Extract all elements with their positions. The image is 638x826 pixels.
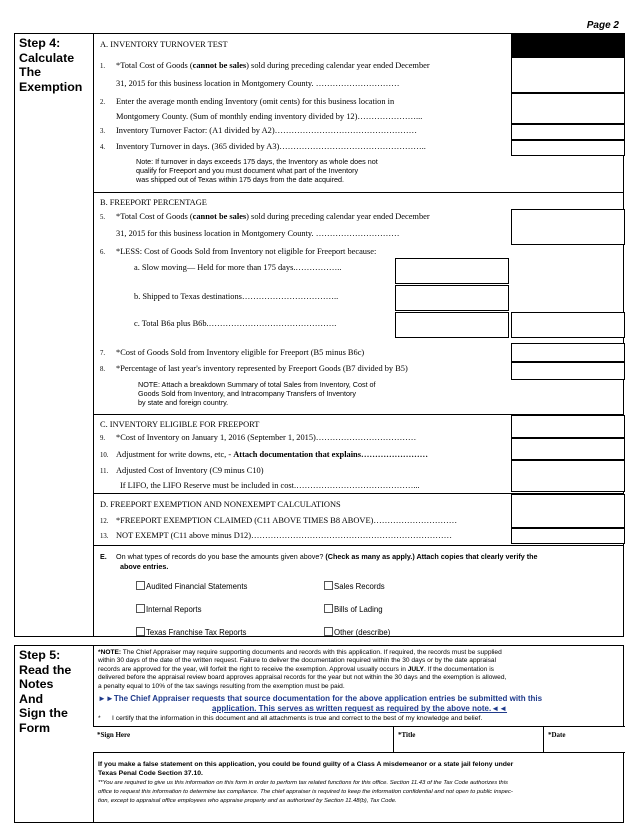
checkbox-icon[interactable] — [136, 627, 145, 636]
title-field[interactable] — [393, 726, 544, 753]
answer-c11-input[interactable] — [511, 460, 625, 492]
line-b6a-text: a. Slow moving— Held for more than 175 days.…………….. — [134, 263, 342, 272]
line-b5-text: *Total Cost of Goods (cannot be sales) sold during preceding calendar year ended December — [116, 212, 430, 221]
line-d13-text: NOT EXEMPT (C11 above minus D12)……………………………………………………………… — [116, 531, 453, 540]
line-b6-text: *LESS: Cost of Goods Sold from Inventory not eligible for Freeport because: — [116, 247, 377, 256]
answer-b6a-input[interactable] — [395, 258, 509, 284]
line-number: 10. — [100, 452, 109, 459]
checkbox-audited-financial[interactable]: Audited Financial Statements — [136, 581, 247, 591]
header-black-cell — [511, 33, 625, 57]
answer-c10-input[interactable] — [511, 438, 625, 460]
section-b-header: B. FREEPORT PERCENTAGE — [100, 198, 207, 207]
checkbox-icon[interactable] — [136, 604, 145, 613]
line-number: 7. — [100, 350, 106, 357]
step4-label — [14, 33, 93, 637]
line-number: 6. — [100, 249, 106, 256]
line-b5-text-cont: 31, 2015 for this business location in Montgomery County. ………………………… — [116, 229, 400, 238]
section-c-header: C. INVENTORY ELIGIBLE FOR FREEPORT — [100, 420, 260, 429]
signature-field[interactable] — [93, 726, 394, 753]
false-statement-warning-cont: Texas Penal Code Section 37.10. — [98, 770, 203, 777]
line-number: 11. — [100, 468, 109, 475]
answer-b6b-input[interactable] — [395, 285, 509, 311]
answer-a3-input[interactable] — [511, 124, 625, 140]
line-c11-text-cont: If LIFO, the LIFO Reserve must be included in cost.……………………………………... — [120, 481, 420, 490]
checkbox-icon[interactable] — [324, 627, 333, 636]
line-d12-text: *FREEPORT EXEMPTION CLAIMED (C11 ABOVE TIMES B8 ABOVE)………………………… — [116, 516, 458, 525]
certify-statement: I certify that the information in this document and all attachments is true and correct to the best of my knowledge and belief. — [112, 715, 483, 722]
line-a1-text: *Total Cost of Goods (cannot be sales) sold during preceding calendar year ended December — [116, 61, 430, 70]
line-b7-text: *Cost of Goods Sold from Inventory eligible for Freeport (B5 minus B6c) — [116, 348, 365, 357]
checkbox-texas-franchise[interactable]: Texas Franchise Tax Reports — [136, 627, 246, 637]
line-number: 8. — [100, 366, 106, 373]
line-c11-text: Adjusted Cost of Inventory (C9 minus C10) — [116, 466, 264, 475]
line-c10-text: Adjustment for write downs, etc, - Attach documentation that explains…………………… — [116, 450, 428, 459]
answer-a1-input[interactable] — [511, 57, 625, 93]
date-label: *Date — [548, 731, 566, 739]
step5-line: Form — [19, 720, 50, 735]
section-e-question: On what types of records do you base the amounts given above? (Check as many as apply.) Attach copies that clearly verify the — [116, 552, 538, 561]
step5-note: *NOTE: The Chief Appraiser may require supporting documents and records with this application. If required, the records must be supplied within 30 days of the date of the written request. Failure to deliver the documentation required within the 30 days or by the date appraisal records are approved for the year, will forfeit the right to receive the exemption. Approval usually occurs in JULY. If the documentation is delivered before the appraisal review board approves appraisal records for the year but not within the 30 days and the exemption is allowed, a penalty equal to 10% of the tax savings resulting from the exemption must be paid. — [98, 649, 507, 690]
checkbox-bills-of-lading[interactable]: Bills of Lading — [324, 604, 383, 614]
step4-line: Calculate — [19, 50, 75, 65]
line-a4-text: Inventory Turnover in days. (365 divided by A3)…………………………………………….. — [116, 142, 426, 151]
answer-a4-input[interactable] — [511, 140, 625, 156]
line-number: 2. — [100, 99, 106, 106]
privacy-notice-cont: office to request this information to determine tax compliance. The chief appraiser is required to keep the information confidential and not open to public inspec- — [98, 789, 513, 795]
page-label: Page 2 — [586, 20, 619, 31]
title-label: *Title — [398, 731, 416, 739]
checkbox-icon[interactable] — [136, 581, 145, 590]
divider — [94, 192, 623, 193]
privacy-notice-cont: tion, except to appraisal office employees who appraise property and as authorized by Section 11.48(b), Tax Code. — [98, 798, 397, 804]
answer-b6c-total-input[interactable] — [511, 312, 625, 338]
date-field[interactable] — [543, 726, 625, 753]
checkbox-other[interactable]: Other (describe) ___________________________________ — [324, 627, 544, 637]
line-a3-text: Inventory Turnover Factor: (A1 divided by A2)…………………………………………… — [116, 126, 418, 135]
step5-line: Sign the — [19, 706, 68, 720]
section-e-question-cont: above entries. — [120, 562, 169, 571]
checkbox-icon[interactable] — [324, 604, 333, 613]
line-number: 13. — [100, 533, 109, 540]
step4-line: Step 4: — [19, 36, 61, 50]
step5-line: Notes — [19, 677, 54, 691]
section-d-header: D. FREEPORT EXEMPTION AND NONEXEMPT CALCULATIONS — [100, 500, 341, 509]
line-a2-text: Enter the average month ending Inventory (omit cents) for this business location in — [116, 97, 395, 106]
line-b6c-text: c. Total B6a plus B6b.………………………………………. — [134, 319, 337, 328]
answer-b8-input[interactable] — [511, 362, 625, 380]
line-number: 9. — [100, 435, 106, 442]
answer-d12-input[interactable] — [511, 494, 625, 528]
step4-section — [93, 33, 624, 637]
line-number: 1. — [100, 63, 106, 70]
line-number: 3. — [100, 128, 106, 135]
certify-star: * — [98, 715, 101, 722]
answer-b7-input[interactable] — [511, 343, 625, 362]
step5-line: Read the — [19, 662, 72, 677]
section-a-note: Note: If turnover in days exceeds 175 days, the Inventory as whole does not qualify for Freeport and you must document what part of the Inventory was shipped out of Texas within 175 days from the date acquired. — [136, 157, 378, 184]
step4-line: The — [19, 65, 42, 79]
answer-c9-input[interactable] — [511, 415, 625, 438]
answer-d13-input[interactable] — [511, 528, 625, 544]
chief-appraiser-request: ►►The Chief Appraiser requests that source documentation for the above application entries be submitted with this — [98, 694, 543, 703]
chief-appraiser-request-cont: application. This serves as written request as required by the above note.◄◄ — [212, 704, 508, 713]
line-c9-text: *Cost of Inventory on January 1, 2016 (September 1, 2015)……………………………… — [116, 433, 417, 442]
false-statement-warning: If you make a false statement on this application, you could be found guilty of a Class A misdemeanor or a state jail felony under — [98, 761, 514, 768]
line-number: 5. — [100, 214, 106, 221]
step5-line: Step 5: — [19, 648, 61, 662]
line-number: 4. — [100, 144, 106, 151]
checkbox-sales-records[interactable]: Sales Records — [324, 581, 385, 591]
answer-a2-input[interactable] — [511, 93, 625, 124]
line-b6b-text: b. Shipped to Texas destinations…………………………….. — [134, 292, 339, 301]
answer-b6c-input[interactable] — [395, 312, 509, 338]
checkbox-icon[interactable] — [324, 581, 333, 590]
sign-here-label: *Sign Here — [97, 731, 131, 739]
section-a-header: A. INVENTORY TURNOVER TEST — [100, 40, 228, 49]
privacy-notice: **You are required to give us this information on this form in order to perform tax related functions for this office. Section 11.43 of the Tax Code authorizes this — [98, 780, 508, 786]
step5-label — [14, 645, 93, 823]
section-b-note: NOTE: Attach a breakdown Summary of total Sales from Inventory, Cost of Goods Sold from Inventory, and Intracompany Transfers of Inventory by state and foreign country. — [138, 380, 376, 407]
checkbox-internal-reports[interactable]: Internal Reports — [136, 604, 201, 614]
answer-b5-input[interactable] — [511, 209, 625, 245]
line-b8-text: *Percentage of last year's inventory represented by Freeport Goods (B7 divided by B5) — [116, 364, 408, 373]
line-a1-text-cont: 31, 2015 for this business location in Montgomery County. ………………………… — [116, 79, 400, 88]
line-a2-text-cont: Montgomery County. (Sum of monthly ending inventory divided by 12)…………………... — [116, 112, 423, 121]
step5-line: And — [19, 691, 44, 706]
divider — [94, 545, 623, 546]
step4-line: Exemption — [19, 79, 83, 94]
section-e-label: E. — [100, 552, 107, 561]
step5-section — [93, 645, 624, 823]
line-number: 12. — [100, 518, 109, 525]
